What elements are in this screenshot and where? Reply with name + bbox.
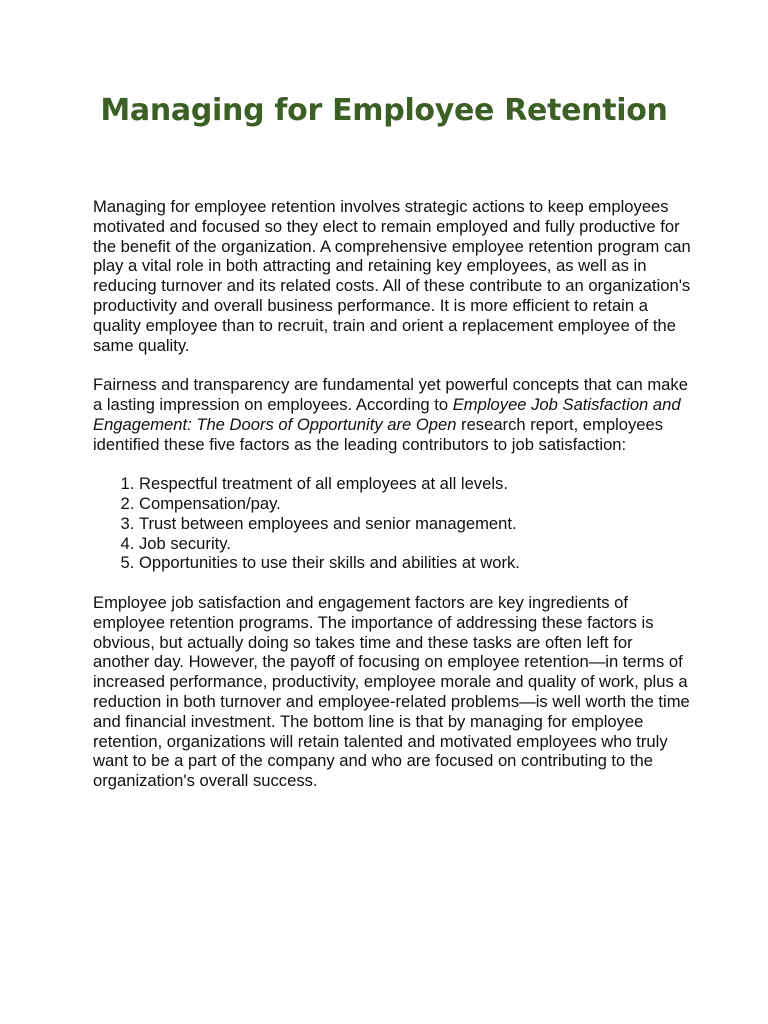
- factors-intro-paragraph: [93, 375, 693, 454]
- list-item: 5. Opportunities to use their skills and abilities at work.: [139, 553, 693, 573]
- intro-paragraph: Managing for employee retention involves strategic actions to keep employees motivated and focused so they elect to remain employed and fully productive for the benefit of the organization. A comprehensive employee retention program can play a vital role in both attracting and retaining key employees, as well as in reducing turnover and its related costs. All of these contribute to an organization's productivity and overall business performance. It is more efficient to retain a quality employee than to recruit, train and orient a replacement employee of the same quality.: [93, 197, 691, 355]
- page-title: Managing for Employee Retention: [100, 93, 668, 128]
- factors-intro-text-after: research report, employees identified these five factors as the leading contributors to job satisfaction:: [93, 414, 664, 454]
- conclusion-paragraph: Employee job satisfaction and engagement factors are key ingredients of employee retention programs. The importance of addressing these factors is obvious, but actually doing so takes time and these tasks are often left for another day. However, the payoff of focusing on employee retention—in terms of increased performance, productivity, employee morale and quality of work, plus a reduction in both turnover and employee-related problems—is well worth the time and financial investment. The bottom line is that by managing for employee retention, organizations will retain talented and motivated employees who truly want to be a part of the company and who are focused on contributing to the organization's overall success.: [93, 592, 690, 791]
- factors-list: [93, 474, 693, 573]
- document-body: [93, 197, 693, 811]
- list-item: 3. Trust between employees and senior management.: [139, 514, 693, 534]
- list-item: 4. Job security.: [139, 534, 693, 554]
- list-item: 2. Compensation/pay.: [139, 494, 693, 514]
- report-title: Employee Job Satisfaction and Engagement: The Doors of Opportunity are Open: [93, 394, 681, 434]
- factors-intro-text-before: Fairness and transparency are fundamental yet powerful concepts that can make a lasting impression on employees. According to: [93, 375, 688, 414]
- list-item: 1. Respectful treatment of all employees at all levels.: [139, 474, 693, 494]
